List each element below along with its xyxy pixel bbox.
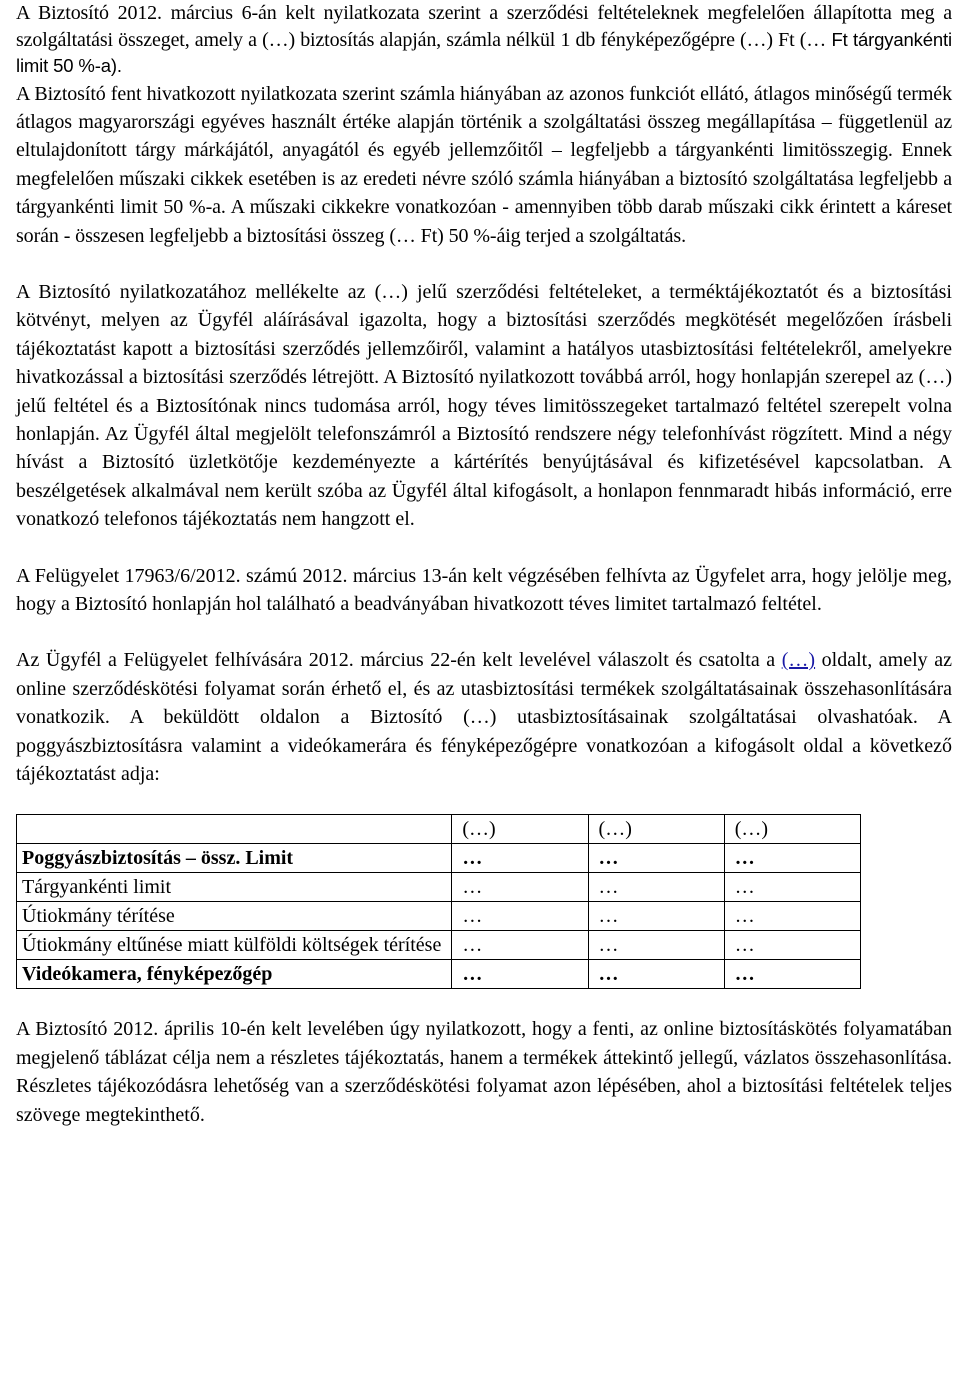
table-header-cell: (…) <box>588 815 724 844</box>
table-spacer <box>16 989 952 1015</box>
paragraph-5-text-start: Az Ügyfél a Felügyelet felhívására 2012. március 22-én kelt levelével válaszolt és csatolta a <box>16 649 782 672</box>
table-cell: … <box>452 873 588 902</box>
paragraph-1 <box>16 0 952 80</box>
table-cell: … <box>724 873 860 902</box>
paragraph-6: A Biztosító 2012. április 10-én kelt levelében úgy nyilatkozott, hogy a fenti, az online biztosításkötés folyamatában megjelenő táblázat célja nem a részletes tájékoztatás, hanem a termékek áttekintő jellegű, vázlatos összehasonlítása. Részletes tájékozódásra lehetőség van a szerződéskötési folyamat azon lépésében, ahol a biztosítási feltételek teljes szövege megtekinthető. <box>16 1018 952 1126</box>
table-row <box>17 931 861 960</box>
table-header-cell <box>17 815 452 844</box>
table-cell: … <box>588 873 724 902</box>
paragraph-3: A Biztosító nyilatkozatához mellékelte az (…) jelű szerződési feltételeket, a terméktájékoztatót és a biztosítási kötvényt, melyen az Ügyfél aláírásával igazolta, hogy a biztosítási szerződés megkötését megelőzően írásbeli tájékoztatást kapott a biztosítási szerződés jellemzőiről, valamint a hatályos utasbiztosítási feltételekről, amelyekre hivatkozással a biztosítási szerződés létrejött. A Biztosító nyilatkozott továbbá arról, hogy honlapján szerepel az (…) jelű feltétel és a Biztosítónak nincs tudomása arról, hogy téves limitösszegeket tartalmazó feltétel szerepelt volna honlapján. Az Ügyfél által megjelölt telefonszámról a Biztosító rendszere négy telefonhívást rögzített. Mind a négy hívást a Biztosító üzletkötője kezdeményezte a kártérítés benyújtásával és kifizetésével kapcsolatban. A beszélgetések alkalmával nem került szóba az Ügyfél által kifogásolt, a honlapon fennmaradt hibás információ, erre vonatkozó telefonos tájékoztatás nem hangzott el. <box>16 280 952 531</box>
table-row-label: Tárgyankénti limit <box>17 873 452 902</box>
paragraph-gap <box>16 618 952 646</box>
table-spacer <box>16 788 952 814</box>
table-row <box>17 902 861 931</box>
paragraph-5-text-end: oldalt, amely az online szerződéskötési folyamat során érhető el, és az utasbiztosítási termékek szolgáltatásainak összehasonlítására vonatkozik. A beküldött oldalon a Biztosító (…) utasbiztosításainak szolgáltatásai olvashatóak. A poggyászbiztosításra valamint a videókamerára és fényképezőgépre vonatkozóan a kifogásolt oldal a következő tájékoztatást adja: <box>16 649 952 786</box>
table-cell: … <box>724 960 860 989</box>
paragraph-2: A Biztosító fent hivatkozott nyilatkozata szerint számla hiányában az azonos funkciót ellátó, átlagos minőségű termék átlagos magyarországi egyéves használt értéke alapján történik a szolgáltatási összeg megállapítása – függetlenül az eltulajdonított tárgy márkájától, anyagától és egyéb jellemzőitől – legfeljebb a tárgyankénti limitösszegig. Ennek megfelelően műszaki cikkek esetében is az eredeti névre szóló számla hiányában a biztosító szolgáltatása legfeljebb a tárgyankénti limit 50 %-a. A műszaki cikkekre vonatkozóan - amennyiben több darab műszaki cikk érintett a káreset során - összesen legfeljebb a biztosítási összeg (… Ft) 50 %-áig terjed a szolgáltatás. <box>16 82 952 247</box>
paragraph-gap <box>16 250 952 278</box>
table-row-label: Útiokmány eltűnése miatt külföldi költségek térítése <box>17 931 452 960</box>
table-header-row <box>17 815 861 844</box>
paragraph-1-text-end: Ft tárgyankénti limit 50 %-a). <box>16 28 952 76</box>
table-cell: … <box>452 902 588 931</box>
table-cell: … <box>588 902 724 931</box>
table-row <box>17 873 861 902</box>
paragraph-gap <box>16 534 952 562</box>
table-cell: … <box>588 931 724 960</box>
table-row <box>17 960 861 989</box>
table-header-cell: (…) <box>452 815 588 844</box>
paragraph-1-text: A Biztosító 2012. március 6-án kelt nyilatkozata szerint a szerződési feltételeknek megfelelően állapította meg a szolgáltatási összeget, amely a (…) biztosítás alapján, számla nélkül 1 db fényképezőgépre (…) Ft (… <box>16 2 952 51</box>
paragraph-5 <box>16 646 952 788</box>
table-cell: … <box>724 902 860 931</box>
attachment-link[interactable]: (…) <box>781 649 816 672</box>
table-cell: … <box>452 844 588 873</box>
table-cell: … <box>724 931 860 960</box>
table-cell: … <box>588 960 724 989</box>
table-row-label: Poggyászbiztosítás – össz. Limit <box>17 844 452 873</box>
document-page <box>16 0 952 1129</box>
table-cell: … <box>588 844 724 873</box>
limits-table <box>16 814 861 989</box>
table-row <box>17 844 861 873</box>
table-cell: … <box>452 931 588 960</box>
table-header-cell: (…) <box>724 815 860 844</box>
table-cell: … <box>724 844 860 873</box>
table-cell: … <box>452 960 588 989</box>
paragraph-4: A Felügyelet 17963/6/2012. számú 2012. március 13-án kelt végzésében felhívta az Ügyfelet arra, hogy jelölje meg, hogy a Biztosító honlapján hol található a beadványában hivatkozott téves limitet tartalmazó feltétel. <box>16 564 952 615</box>
table-row-label: Videókamera, fényképezőgép <box>17 960 452 989</box>
table-row-label: Útiokmány térítése <box>17 902 452 931</box>
